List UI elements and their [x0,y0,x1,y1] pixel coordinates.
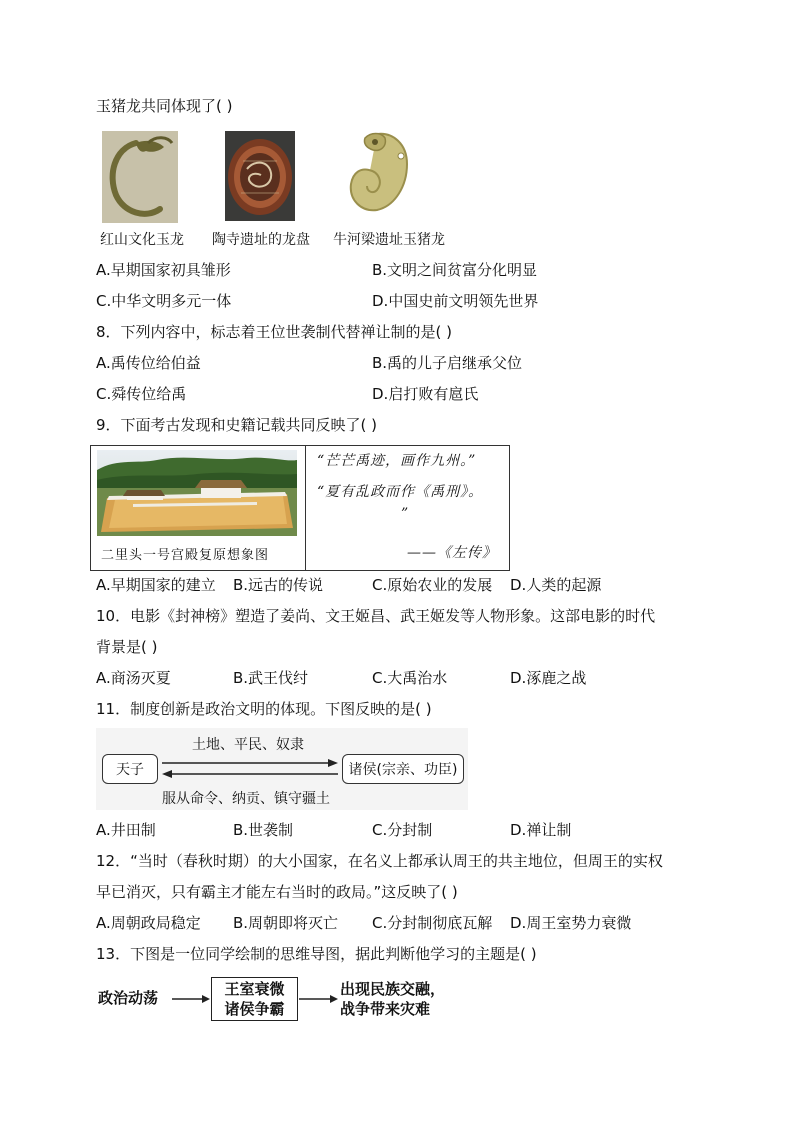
q12-option-d[interactable]: D.周王室势力衰微 [510,914,632,932]
q9-option-a[interactable]: A.早期国家的建立 [96,576,216,594]
q10-stem-line-1: 10．电影《封神榜》塑造了姜尚、文王姬昌、武王姬发等人物形象。这部电影的时代 [96,607,656,625]
q7-option-c[interactable]: C.中华文明多元一体 [96,292,232,310]
q8-option-b[interactable]: B.禹的儿子启继承父位 [372,354,523,372]
q11-stem: 11．制度创新是政治文明的体现。下图反映的是( ) [96,700,432,718]
image-caption-2: 陶寺遗址的龙盘 [212,232,310,248]
q11-option-b[interactable]: B.世袭制 [233,821,294,839]
q13-mindmap [96,976,456,1022]
q9-stem: 9．下面考古发现和史籍记载共同反映了( ) [96,416,378,434]
q9-figure-box [90,445,510,571]
zhuhou-node: 诸侯(宗亲、功臣) [342,754,464,784]
q10-stem-line-2: 背景是( ) [96,638,158,656]
mindmap-right-line-1: 出现民族交融， [340,980,446,998]
q11-option-d[interactable]: D.禅让制 [510,821,572,839]
q10-option-c[interactable]: C.大禹治水 [372,669,448,687]
q10-option-d[interactable]: D.涿鹿之战 [510,669,587,687]
q12-option-a[interactable]: A.周朝政局稳定 [96,914,201,932]
mindmap-box-line-2: 诸侯争霸 [224,1000,285,1018]
q7-stem-tail: 玉猪龙共同体现了( ) [96,97,233,115]
q13-stem: 13．下图是一位同学绘制的思维导图，据此判断他学习的主题是( ) [96,945,537,963]
q9-source: ——《左传》 [407,545,497,561]
q9-figure-caption: 二里头一号宫殿复原想象图 [101,548,270,563]
mindmap-left-text: 政治动荡 [98,989,159,1007]
q12-option-b[interactable]: B.周朝即将灭亡 [233,914,339,932]
diagram-top-label: 土地、平民、奴隶 [192,737,304,753]
mindmap-right-line-2: 战争带来灾难 [340,1000,431,1018]
erlitou-palace-illustration [97,450,297,536]
diagram-bottom-label: 服从命令、纳贡、镇守疆土 [162,791,330,807]
q7-option-b[interactable]: B.文明之间贫富分化明显 [372,261,538,279]
q12-stem-line-1: 12．“当时（春秋时期）的大小国家，在名义上都承认周王的共主地位，但周王的实权 [96,852,663,870]
jade-c-dragon-image [102,131,178,223]
image-caption-1: 红山文化玉龙 [100,232,184,248]
q9-option-c[interactable]: C.原始农业的发展 [372,576,493,594]
q7-option-d[interactable]: D.中国史前文明领先世界 [372,292,539,310]
q8-option-a[interactable]: A.禹传位给伯益 [96,354,201,372]
jade-pig-dragon-image [343,128,413,220]
q9-option-b[interactable]: B.远古的传说 [233,576,324,594]
q10-option-b[interactable]: B.武王伐纣 [233,669,309,687]
q9-option-d[interactable]: D.人类的起源 [510,576,602,594]
q9-quote-1: “芒芒禹迹，画作九州。” [317,453,477,469]
q12-option-c[interactable]: C.分封制彻底瓦解 [372,914,493,932]
mindmap-arrows [96,976,456,1022]
q9-quote-2-close: ” [401,506,410,522]
tianzi-node: 天子 [102,754,158,784]
q9-divider [305,446,306,570]
q11-option-c[interactable]: C.分封制 [372,821,433,839]
diagram-arrows [96,728,468,810]
mindmap-box-line-1: 王室衰微 [224,980,285,998]
q12-stem-line-2: 早已消灭，只有霸主才能左右当时的政局。”这反映了( ) [96,883,458,901]
q11-diagram [96,728,468,810]
q8-option-d[interactable]: D.启打败有扈氏 [372,385,479,403]
q8-option-c[interactable]: C.舜传位给禹 [96,385,187,403]
q7-option-a[interactable]: A.早期国家初具雏形 [96,261,231,279]
image-caption-3: 牛河梁遗址玉猪龙 [333,232,445,248]
q8-stem: 8．下列内容中，标志着王位世袭制代替禅让制的是( ) [96,323,453,341]
q10-option-a[interactable]: A.商汤灭夏 [96,669,171,687]
q9-quote-2: “夏有乱政而作《禹刑》。 [317,484,484,500]
painted-dragon-plate-image [225,131,295,221]
q11-option-a[interactable]: A.井田制 [96,821,156,839]
